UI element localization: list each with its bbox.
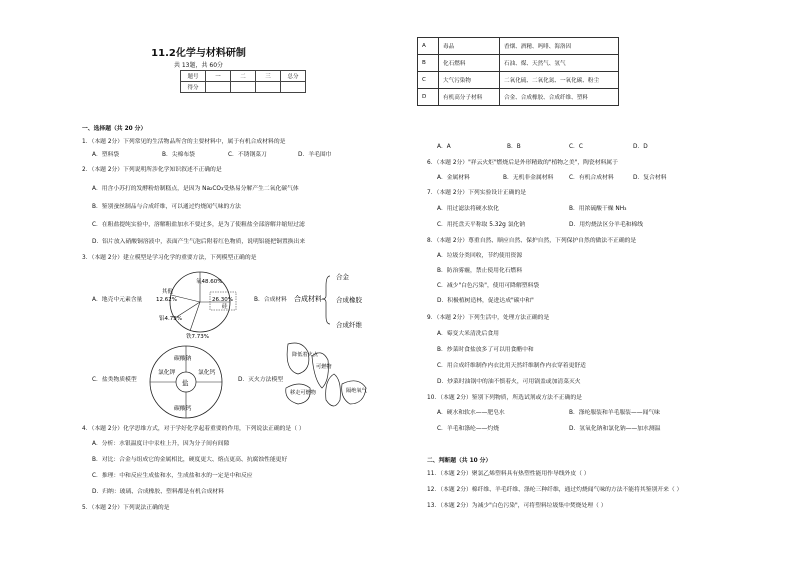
synth-item-fiber: 合成纤维: [336, 321, 362, 329]
q9-option-a[interactable]: A．霉变大米清洗后食用: [437, 331, 499, 337]
q6-option-d[interactable]: D．复合材料: [633, 175, 667, 181]
question-5: 5．（本题 2分）下列说法正确的是: [82, 505, 170, 511]
q1-option-d[interactable]: D．羊毛围巾: [298, 152, 332, 158]
table-cell-letter: A: [418, 38, 439, 55]
synth-center-label: 合成材料: [294, 295, 322, 303]
synth-item-rubber: 合成橡胶: [336, 296, 362, 304]
salt-item-sodium-carbonate: 碳酸钠: [174, 356, 192, 362]
pie-label-silicon-pct: 26.30%: [212, 297, 233, 303]
q7-option-c[interactable]: C．用托盘天平称取 5.32g 氯化钠: [437, 222, 526, 228]
q10-option-b[interactable]: B．涤纶服装和羊毛服装——闻气味: [569, 410, 660, 416]
paper-title: 11.2化学与材料研制: [151, 48, 246, 59]
section-1-heading: 一、选择题（共 20 分）: [82, 126, 147, 132]
q8-option-d[interactable]: D．积极植树造林，促进达成"碳中和": [437, 298, 534, 304]
q5-option-a[interactable]: A．A: [437, 144, 451, 150]
score-cell[interactable]: [206, 82, 231, 93]
fire-item-isolate-oxygen: 隔绝氧气: [346, 388, 367, 394]
score-row-label: 得分: [181, 82, 206, 93]
question-1: 1．（本题 2分）下列常见的生活物品所含的主要材料中，属于有机合成材料的是: [82, 139, 286, 145]
q8-option-c[interactable]: C．减少"白色污染"，使用可降解塑料袋: [437, 283, 540, 289]
question-11: 11．（本题 2分）聚氯乙烯塑料具有热塑性能用作导线外皮（ ）: [427, 471, 590, 477]
q9-option-b[interactable]: B．炒菜时食盐放多了可以用食醋中和: [437, 347, 534, 353]
q9-option-c[interactable]: C．用合成纤维制作内衣比用天然纤维制作内衣穿着更舒适: [437, 363, 586, 369]
table-cell-letter: B: [418, 55, 439, 72]
q6-option-a[interactable]: A．金属材料: [437, 175, 470, 181]
salt-center-label: 盐: [182, 379, 189, 387]
score-table: [180, 70, 306, 93]
q2-option-a[interactable]: A．用含小苏打的发酵粉焙制糕点，是因为 Na₂CO₃受热易分解产生二氧化碳气体: [92, 186, 299, 192]
table-cell-category: 有机高分子材料: [439, 89, 500, 106]
q2-option-d[interactable]: D．铝片放入硝酸铜溶液中，表面产生气泡后附着红色物质，说明铝能把铜置换出来: [92, 239, 306, 245]
fire-item-lower-ignition: 降低着火点: [292, 352, 318, 358]
question-13: 13．（本题 2分）为减少"白色污染"，可将塑料垃圾集中焚烧处理（ ）: [427, 503, 607, 509]
score-header-cell: 一: [206, 71, 231, 82]
paper-subtitle: 共 13题，共 60分: [173, 62, 224, 69]
pie-label-iron: 铁7.73%: [186, 334, 209, 340]
table-cell-items: 石油、煤、天然气、氢气: [500, 55, 619, 72]
question-4: 4．（本题 2分）化学思维方式，对于学好化学起着重要的作用，下列说法正确的是（ ）: [82, 426, 305, 432]
q2-option-c[interactable]: C．在粗盐提纯实验中，溶解粗盐加水不要过多，是为了使粗盐全部溶解并缩短过滤: [92, 222, 305, 228]
table-cell-category: 毒品: [439, 38, 500, 55]
table-cell-category: 化石燃料: [439, 55, 500, 72]
salt-item-kcl: 氯化钾: [158, 370, 176, 376]
table-cell-items: 合金、合成橡胶、合成纤维、塑料: [500, 89, 619, 106]
q5-classification-table: [417, 37, 619, 106]
q3-option-a[interactable]: A．地壳中元素含量: [92, 297, 143, 303]
question-10: 10．（本题 2分）鉴别下列物质，所选试剂或方法不正确的是: [427, 395, 582, 401]
q3-option-c[interactable]: C．盐类物质模型: [92, 377, 137, 383]
pie-label-other-pct: 12.62%: [156, 297, 177, 303]
section-2-heading: 二、判断题（共 10 分）: [427, 458, 492, 464]
question-7: 7．（本题 2分）下列实验设计正确的是: [427, 190, 527, 196]
table-cell-items: 香烟、酒精、吗啡、海洛因: [500, 38, 619, 55]
fire-item-remove-combustible: 移走可燃物: [290, 390, 316, 396]
q1-option-a[interactable]: A．塑料袋: [92, 152, 120, 158]
q6-option-b[interactable]: B．无机非金属材料: [503, 175, 554, 181]
question-8: 8．（本题 2分）尊重自然、顺应自然、保护自然，下列保护自然的做法不正确的是: [427, 238, 637, 244]
fire-extinguish-diagram: [282, 340, 370, 420]
q1-option-b[interactable]: B．尖棉布袋: [162, 152, 195, 158]
q2-option-b[interactable]: B．鉴别蚕丝制品与合成纤维，可以通过灼烧闻气味的方法: [92, 204, 241, 210]
q4-option-c[interactable]: C．推理：中和反应生成盐和水，生成盐和水的一定是中和反应: [92, 473, 253, 479]
q1-option-c[interactable]: C．不锈钢菜刀: [228, 152, 267, 158]
pie-label-aluminum: 铝4.75%: [159, 316, 182, 322]
q3-option-b[interactable]: B．合成材料: [254, 297, 287, 303]
salt-model-diagram: [148, 344, 228, 422]
score-cell[interactable]: [281, 82, 306, 93]
q10-option-c[interactable]: C．羊毛和涤纶——灼烧: [437, 426, 500, 432]
salt-item-cacl2: 氯化钙: [198, 370, 216, 376]
q8-option-a[interactable]: A．垃圾分类回收，节约使用资源: [437, 253, 523, 259]
q9-option-d[interactable]: D．炒菜时油锅中的油不慎着火，可用锅盖或加清菜灭火: [437, 379, 581, 385]
pie-label-oxygen: 氧48.60%: [196, 279, 223, 285]
crust-pie-chart: [150, 270, 250, 340]
score-header-cell: 总分: [281, 71, 306, 82]
q10-option-a[interactable]: A．硬水和软水——肥皂水: [437, 410, 505, 416]
q4-option-a[interactable]: A．分析：水银温度计中汞柱上升，因为分子间有间隙: [92, 441, 230, 447]
q6-option-c[interactable]: C．有机合成材料: [569, 175, 614, 181]
synth-item-alloy: 合金: [336, 273, 349, 281]
question-12: 12．（本题 2分）棉纤维、羊毛纤维、涤纶三种纤维，通过灼烧闻气味的方法不能将其鉴别开来（ ）: [427, 487, 683, 493]
question-2: 2．（本题 2分）下列说明所涉化学知识叙述不正确的是: [82, 167, 222, 173]
synthetic-material-diagram: [292, 270, 364, 332]
table-cell-items: 二氧化硫、二氧化氮、一氧化碳、粉尘: [500, 72, 619, 89]
question-9: 9．（本题 2分）下列生活中，处理方法正确的是: [427, 315, 550, 321]
q4-option-d[interactable]: D．归纳：玻璃、合成橡胶、塑料都是有机合成材料: [92, 489, 224, 495]
pie-label-silicon: 硅: [222, 304, 228, 310]
q8-option-b[interactable]: B．防治雾霾，禁止使用化石燃料: [437, 268, 523, 274]
q10-option-d[interactable]: D．氢氧化钠和氯化钠——加水测温: [569, 426, 661, 432]
fire-item-combustible: 可燃物: [316, 364, 332, 370]
table-cell-letter: C: [418, 72, 439, 89]
score-cell[interactable]: [256, 82, 281, 93]
q5-option-d[interactable]: D．D: [633, 144, 648, 150]
q5-option-c[interactable]: C．C: [569, 144, 583, 150]
score-header-cell: 题号: [181, 71, 206, 82]
question-3: 3．（本题 2分）建立模型是学习化学的重要方法，下列模型正确的是: [82, 255, 257, 261]
salt-item-caco3: 碳酸钙: [174, 406, 192, 412]
table-cell-category: 大气污染物: [439, 72, 500, 89]
q5-option-b[interactable]: B．B: [507, 144, 521, 150]
q7-option-d[interactable]: D．用灼烧法区分羊毛和棉线: [569, 222, 644, 228]
table-cell-letter: D: [418, 89, 439, 106]
score-header-cell: 三: [256, 71, 281, 82]
q7-option-b[interactable]: B．用浓硫酸干燥 NH₃: [569, 206, 627, 212]
q4-option-b[interactable]: B．对比：合金与组成它的金属相比，硬度更大、熔点更高、抗腐蚀性能更好: [92, 457, 288, 463]
score-cell[interactable]: [231, 82, 256, 93]
q3-option-d[interactable]: D．灭火方法模型: [238, 377, 284, 383]
question-6: 6．（本题 2分）"祥云火炬"燃烧后是外形精致的"植物之美"，陶瓷材料属于: [427, 160, 618, 166]
right-page: [397, 0, 794, 562]
score-header-cell: 二: [231, 71, 256, 82]
pie-label-other: 其他: [162, 289, 174, 295]
q7-option-a[interactable]: A．用过滤法将硬水软化: [437, 206, 499, 212]
